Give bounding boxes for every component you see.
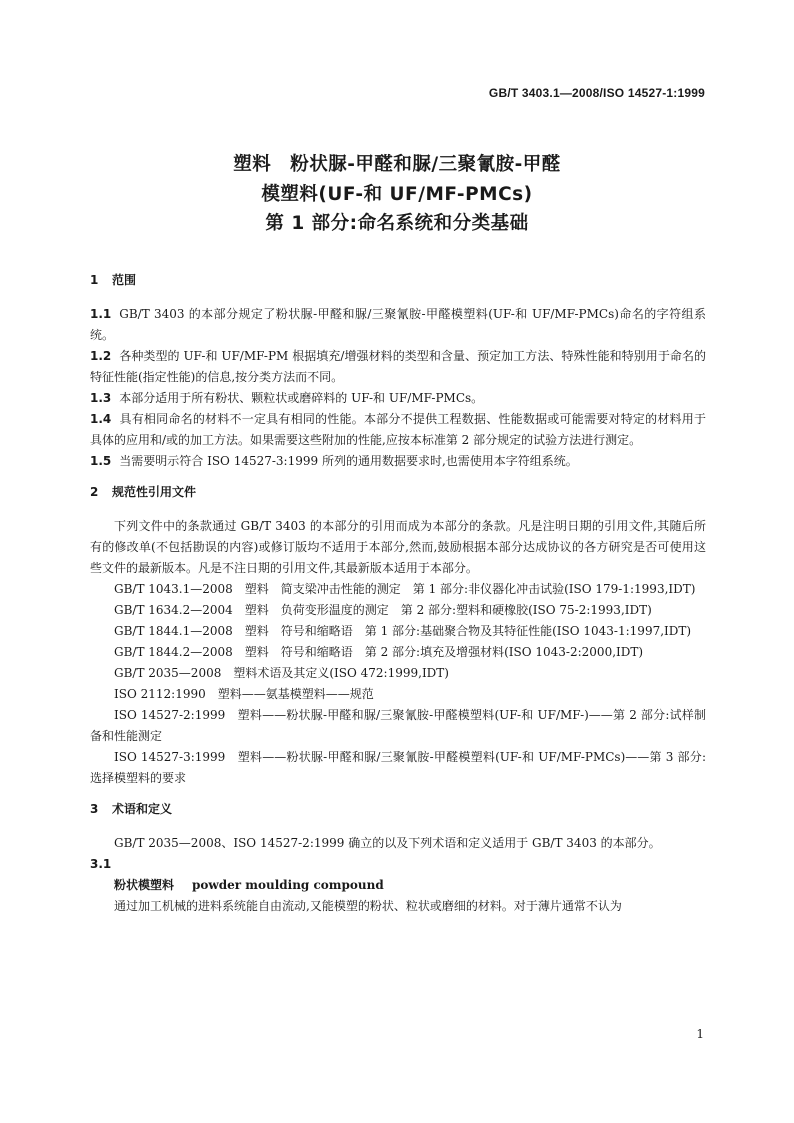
title-line-1: 塑料 粉状脲-甲醛和脲/三聚氰胺-甲醛 (233, 154, 561, 175)
reference-item: GB/T 2035—2008 塑料术语及其定义(ISO 472:1999,IDT) (114, 666, 449, 680)
term-number: 3.1 (90, 857, 112, 871)
term-name-cn: 粉状模塑料 (114, 878, 175, 892)
page-number: 1 (696, 1027, 704, 1041)
section-heading-normative-references (90, 482, 706, 503)
reference-item: ISO 14527-3:1999 塑料——粉状脲-甲醛和脲/三聚氰胺-甲醛模塑料(UF-和 UF/MF-PMCs)——第 3 部分:选择模塑料的要求 (90, 750, 706, 785)
clause: 1.1 GB/T 3403 的本部分规定了粉状脲-甲醛和脲/三聚氰胺-甲醛模塑料(UF-和 UF/MF-PMCs)命名的字符组系统。 (90, 307, 706, 342)
term-name (90, 875, 706, 896)
clause: 1.4 具有相同命名的材料不一定具有相同的性能。本部分不提供工程数据、性能数据或可能需要对特定的材料用于具体的应用和/或的加工方法。如果需要这些附加的性能,应按本标准第 2 部分规定的试验方法进行测定。 (90, 412, 706, 447)
standard-code: GB/T 3403.1—2008/ISO 14527-1:1999 (488, 86, 705, 100)
reference-item: ISO 2112:1990 塑料——氨基模塑料——规范 (114, 687, 374, 701)
clause: 1.2 各种类型的 UF-和 UF/MF-PM 根据填充/增强材料的类型和含量、预定加工方法、特殊性能和特别用于命名的特征性能(指定性能)的信息,按分类方法而不同。 (90, 349, 706, 384)
title-line-2: 模塑料(UF-和 UF/MF-PMCs) (261, 184, 533, 205)
section-heading-terms (90, 799, 706, 820)
term-definition: 通过加工机械的进料系统能自由流动,又能模塑的粉状、粒状或磨细的材料。对于薄片通常不认为 (114, 899, 622, 913)
reference-item: ISO 14527-2:1999 塑料——粉状脲-甲醛和脲/三聚氰胺-甲醛模塑料(UF-和 UF/MF-)——第 2 部分:试样制备和性能测定 (90, 708, 706, 743)
section-number: 3 (90, 802, 99, 816)
title-line-3: 第 1 部分:命名系统和分类基础 (265, 213, 529, 234)
clause: 1.3 本部分适用于所有粉状、颗粒状或磨碎料的 UF-和 UF/MF-PMCs。 (90, 391, 484, 405)
reference-item: GB/T 1844.1—2008 塑料 符号和缩略语 第 1 部分:基础聚合物及其特征性能(ISO 1043-1:1997,IDT) (114, 624, 692, 638)
term-name-en: powder moulding compound (192, 878, 384, 892)
section-title: 规范性引用文件 (112, 485, 197, 499)
section-number: 2 (90, 485, 99, 499)
section-title: 范围 (112, 273, 137, 287)
section-intro: GB/T 2035—2008、ISO 14527-2:1999 确立的以及下列术语和定义适用于 GB/T 3403 的本部分。 (114, 836, 661, 850)
reference-item: GB/T 1844.2—2008 塑料 符号和缩略语 第 2 部分:填充及增强材料(ISO 1043-2:2000,IDT) (114, 645, 644, 659)
reference-item: GB/T 1634.2—2004 塑料 负荷变形温度的测定 第 2 部分:塑料和硬橡胶(ISO 75-2:1993,IDT) (114, 603, 652, 617)
clause: 1.5 当需要明示符合 ISO 14527-3:1999 所列的通用数据要求时,也需使用本字符组系统。 (90, 454, 578, 468)
document-body (90, 270, 706, 917)
reference-item: GB/T 1043.1—2008 塑料 简支梁冲击性能的测定 第 1 部分:非仪器化冲击试验(ISO 179-1:1993,IDT) (114, 582, 696, 596)
section-number: 1 (90, 273, 99, 287)
section-heading-scope (90, 270, 706, 291)
section-intro: 下列文件中的条款通过 GB/T 3403 的本部分的引用而成为本部分的条款。凡是注明日期的引用文件,其随后所有的修改单(不包括勘误的内容)或修订版均不适用于本部分,然而,鼓励根据本部分达成协议的各方研究是否可使用这些文件的最新版本。凡是不注日期的引用文件,其最新版本适用于本部分。 (90, 519, 706, 575)
section-title: 术语和定义 (112, 802, 173, 816)
